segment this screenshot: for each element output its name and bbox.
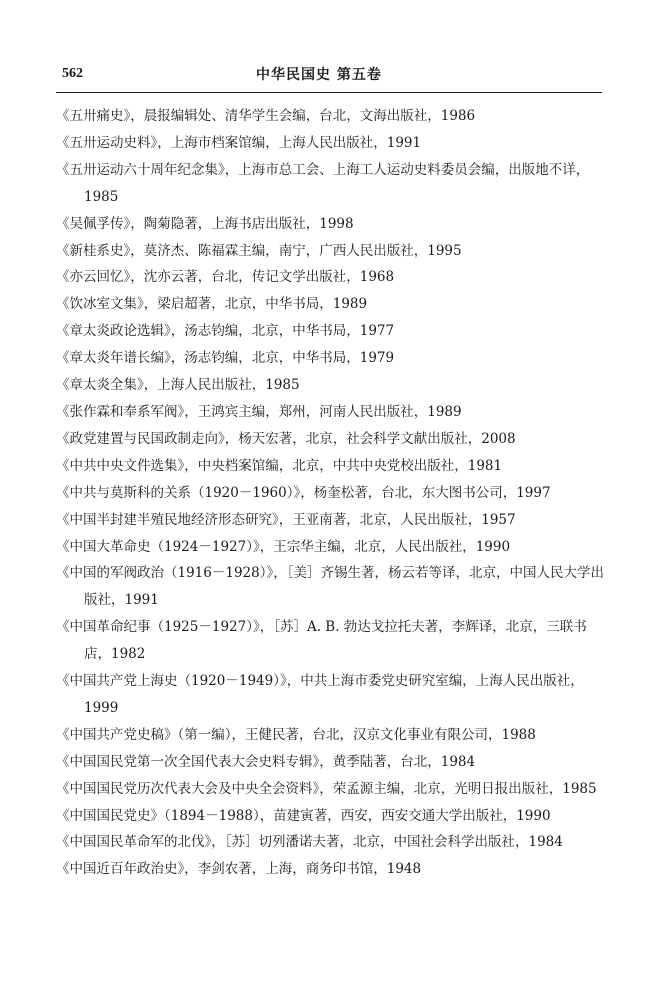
bibliography-entry: 《中国共产党史稿》（第一编），王健民著，台北，汉京文化事业有限公司，1988 xyxy=(56,726,536,743)
bibliography-entry: 《中国半封建半殖民地经济形态研究》，王亚南著，北京，人民出版社，1957 xyxy=(56,511,516,528)
bibliography-entry: 《中共与莫斯科的关系（1920－1960）》，杨奎松著，台北，东大图书公司，1997 xyxy=(56,484,551,501)
bibliography-entry: 《中国的军阀政治（1916－1928）》，［美］齐锡生著，杨云若等译，北京，中国人民大学出版社，1991 xyxy=(56,565,604,609)
bibliography-entry: 《章太炎年谱长编》，汤志钧编，北京，中华书局，1979 xyxy=(56,350,395,367)
bibliography-entry: 《中共中央文件选集》，中央档案馆编，北京，中共中央党校出版社，1981 xyxy=(56,457,503,474)
page-number: 562 xyxy=(62,66,83,81)
bibliography-entry: 《张作霖和奉系军阀》，王鸿宾主编，郑州，河南人民出版社，1989 xyxy=(56,403,462,420)
bibliography-entry: 《吴佩孚传》，陶菊隐著，上海书店出版社，1998 xyxy=(56,215,354,232)
bibliography-entry: 《新桂系史》，莫济杰、陈福霖主编，南宁，广西人民出版社，1995 xyxy=(56,242,462,259)
bibliography-list xyxy=(56,103,604,883)
bibliography-entry: 《五卅运动史料》，上海市档案馆编，上海人民出版社，1991 xyxy=(56,134,422,151)
bibliography-entry: 《章太炎全集》，上海人民出版社，1985 xyxy=(56,377,300,394)
header-rule xyxy=(56,92,602,93)
bibliography-entry: 《章太炎政论选辑》，汤志钧编，北京，中华书局，1977 xyxy=(56,323,395,340)
bibliography-entry: 《中国国民革命军的北伐》，［苏］切列潘诺夫著，北京，中国社会科学出版社，1984 xyxy=(56,834,563,851)
bibliography-entry: 《政党建置与民国政制走向》，杨天宏著，北京，社会科学文献出版社，2008 xyxy=(56,430,516,447)
bibliography-entry: 《中国国民党第一次全国代表大会史料专辑》，黄季陆著，台北，1984 xyxy=(56,753,476,770)
bibliography-entry: 《中国革命纪事（1925－1927）》，［苏］A. B. 勃达戈拉托夫著，李辉译，北京，三联书店，1982 xyxy=(56,619,587,663)
bibliography-entry: 《中国国民党史》（1894－1988），苗建寅著，西安，西安交通大学出版社，1990 xyxy=(56,807,551,824)
bibliography-entry: 《中国共产党上海史（1920－1949）》，中共上海市委党史研究室编，上海人民出版社，1999 xyxy=(56,673,584,716)
bibliography-entry: 《亦云回忆》，沈亦云著，台北，传记文学出版社，1968 xyxy=(56,269,395,286)
bibliography-entry: 《中国国民党历次代表大会及中央全会资料》，荣孟源主编，北京，光明日报出版社，1985 xyxy=(56,780,597,797)
bibliography-entry: 《中国近百年政治史》，李剑农著，上海，商务印书馆，1948 xyxy=(56,861,422,878)
bibliography-entry: 《五卅运动六十周年纪念集》，上海市总工会、上海工人运动史料委员会编，出版地不详，1985 xyxy=(56,161,590,205)
bibliography-entry: 《中国大革命史（1924－1927）》，王宗华主编，北京，人民出版社，1990 xyxy=(56,538,511,555)
bibliography-entry: 《五卅痛史》，晨报编辑处、清华学生会编，台北，文海出版社，1986 xyxy=(56,108,476,124)
bibliography-entry: 《饮冰室文集》，梁启超著，北京，中华书局，1989 xyxy=(56,296,368,313)
page-header xyxy=(56,64,602,88)
running-title: 中华民国史 第五卷 xyxy=(256,67,382,83)
